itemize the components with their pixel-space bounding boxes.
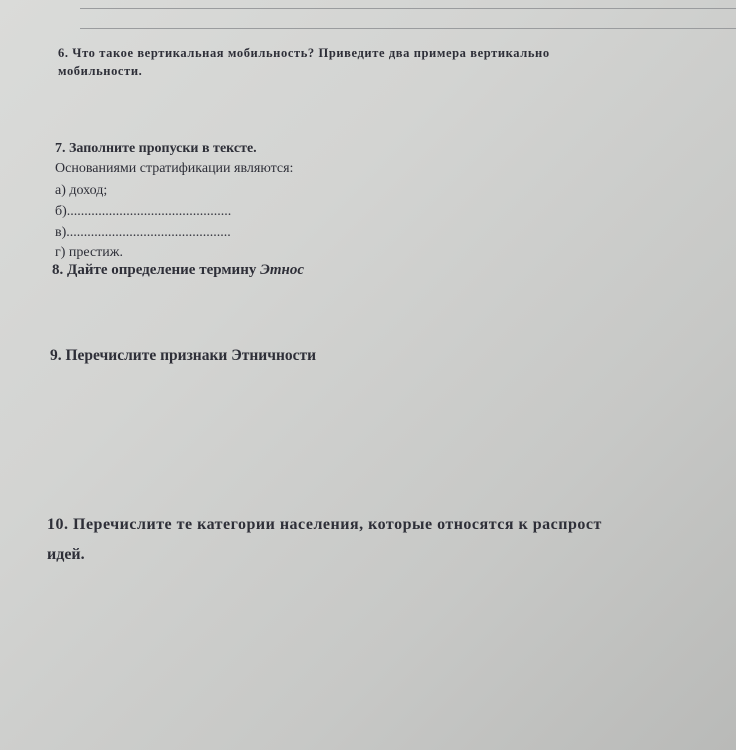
question-8-term: Этнос — [260, 262, 305, 278]
question-6-line2: мобильности. — [58, 64, 143, 78]
question-7-title: 7. Заполните пропуски в тексте. — [55, 141, 257, 156]
question-8 — [52, 262, 304, 279]
question-7-item-c: в)............................................... — [55, 225, 231, 240]
question-9: 9. Перечислите признаки Этничности — [50, 347, 317, 364]
question-6-line1: 6. Что такое вертикальная мобильность? Приведите два примера вертикально — [58, 46, 550, 60]
answer-line-top-1 — [80, 8, 736, 9]
question-7-item-b: б)............................................... — [55, 204, 232, 219]
answer-line-top-2 — [80, 28, 736, 29]
question-7-item-a: а) доход; — [55, 183, 108, 198]
question-10-line2: идей. — [47, 546, 85, 563]
question-8-text: 8. Дайте определение термину — [52, 262, 257, 278]
question-7-intro: Основаниями стратификации являются: — [55, 161, 294, 176]
question-7-item-d: г) престиж. — [55, 245, 123, 260]
question-10-line1: 10. Перечислите те категории населения, которые относятся к распрост — [47, 516, 602, 533]
